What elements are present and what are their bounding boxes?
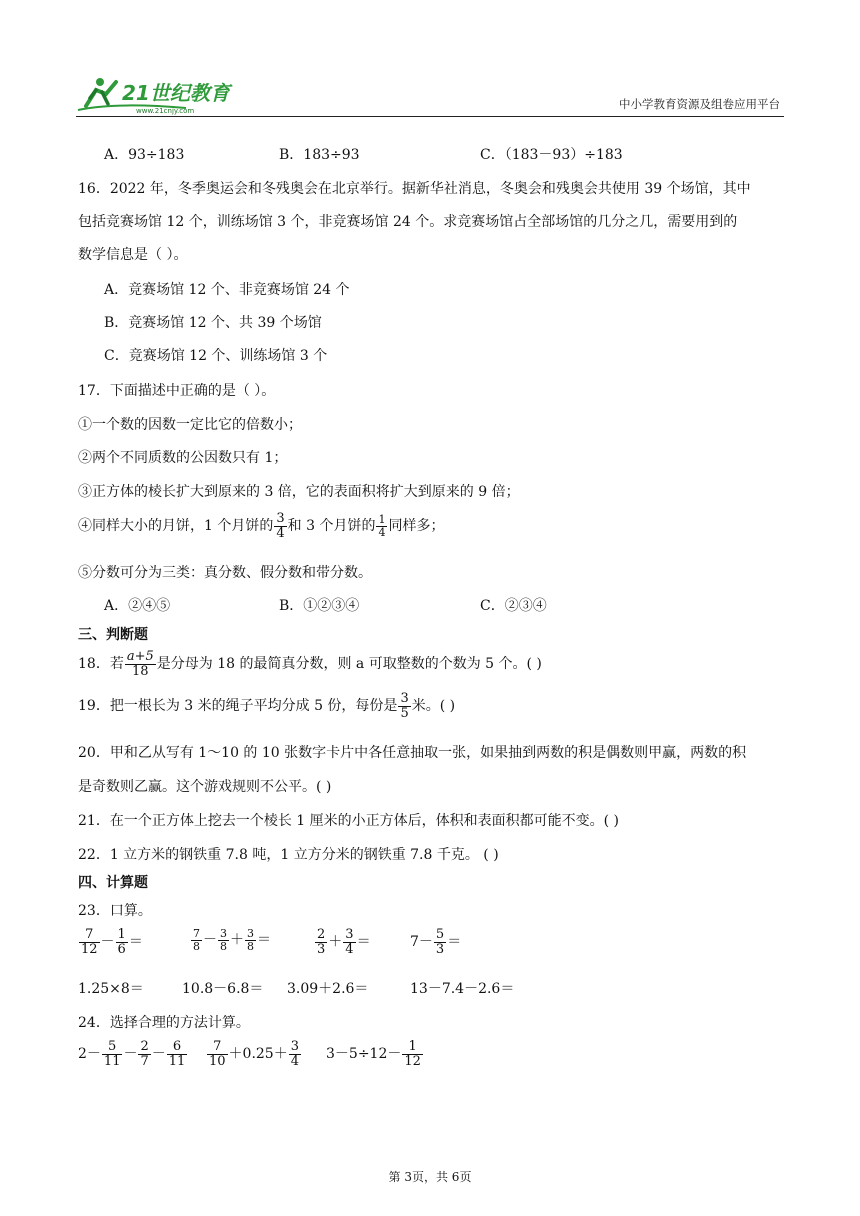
fraction: $\frac{1}{4}$ xyxy=(378,513,386,539)
section-title-calculation: 四、计算题 xyxy=(78,875,148,891)
fraction: $\frac{a+5}{18}$ xyxy=(126,649,154,679)
q24-stem: 24．选择合理的方法计算。 xyxy=(78,1015,250,1031)
q23-row2-expr-3: 3.09＋2.6＝ xyxy=(287,981,369,997)
q15-option-b: B．183÷93 xyxy=(279,147,360,163)
q16-line3: 数学信息是（ ）。 xyxy=(78,247,188,263)
q17-statement-1: ①一个数的因数一定比它的倍数小； xyxy=(78,417,302,433)
q23-row2-expr-4: 13－7.4－2.6＝ xyxy=(410,981,515,997)
q23-row2-expr-1: 1.25×8＝ xyxy=(78,981,144,997)
q23-expr-3: $\frac{2}{3}$ ＋ $\frac{3}{4}$ ＝ xyxy=(317,927,371,957)
q23-row2-expr-2: 10.8－6.8＝ xyxy=(182,981,264,997)
q17-statement-4: ④同样大小的月饼，1 个月饼的 $\frac{3}{4}$ 和 3 个月饼的 $\frac{1}{4}$ 同样多； xyxy=(78,511,445,541)
logo-21cnjy xyxy=(76,72,246,116)
q17-option-c: C．②③④ xyxy=(480,598,547,614)
q15-option-a: A．93÷183 xyxy=(104,147,185,163)
fraction: $\frac{3}{4}$ xyxy=(276,511,285,541)
q23-expr-1: $\frac{7}{12}$ － $\frac{1}{6}$ ＝ xyxy=(81,927,143,957)
platform-title: 中小学教育资源及组卷应用平台 xyxy=(619,97,780,111)
q23-expr-4: 7－ $\frac{5}{3}$ ＝ xyxy=(410,927,462,957)
svg-text:21世纪教育: 21世纪教育 xyxy=(122,81,230,105)
q17-statement-5: ⑤分数可分为三类：真分数、假分数和带分数。 xyxy=(78,565,372,581)
q17-option-a: A．②④⑤ xyxy=(104,598,171,614)
page-header xyxy=(76,68,784,117)
q17-statement-2: ②两个不同质数的公因数只有 1； xyxy=(78,450,288,466)
q24-expr-3: 3－5÷12－ $\frac{1}{12}$ xyxy=(326,1039,421,1069)
q17-stem: 17．下面描述中正确的是（ ）。 xyxy=(78,383,276,399)
q21: 21．在一个正方体上挖去一个棱长 1 厘米的小正方体后，体积和表面积都可能不变。( ) xyxy=(78,813,619,829)
q20-line1: 20．甲和乙从写有 1～10 的 10 张数字卡片中各任意抽取一张，如果抽到两数的积是偶数则甲赢，两数的积 xyxy=(78,745,747,761)
fraction: $\frac{3}{5}$ xyxy=(400,691,409,721)
svg-text:www.21cnjy.com: www.21cnjy.com xyxy=(136,107,195,115)
q19: 19．把一根长为 3 米的绳子平均分成 5 份，每份是 $\frac{3}{5}$ 米。( ) xyxy=(78,691,456,721)
page-number: 第 3页，共 6页 xyxy=(388,1170,472,1184)
q16-line1: 16．2022 年，冬季奥运会和冬残奥会在北京举行。据新华社消息，冬奥会和残奥会共使用 39 个场馆，其中 xyxy=(78,181,751,197)
q23-expr-2: $\frac{7}{8}$ － $\frac{3}{8}$ ＋ $\frac{3}{8}$ ＝ xyxy=(193,927,271,953)
q16-option-b: B．竞赛场馆 12 个、共 39 个场馆 xyxy=(104,315,322,331)
q22: 22．1 立方米的钢铁重 7.8 吨，1 立方分米的钢铁重 7.8 千克。 ( ) xyxy=(78,847,499,863)
q16-option-c: C．竞赛场馆 12 个、训练场馆 3 个 xyxy=(104,348,328,364)
q15-option-c: C．（183－93）÷183 xyxy=(480,147,623,163)
q17-statement-3: ③正方体的棱长扩大到原来的 3 倍，它的表面积将扩大到原来的 9 倍； xyxy=(78,484,520,500)
q20-line2: 是奇数则乙赢。这个游戏规则不公平。( ) xyxy=(78,779,332,795)
q24-expr-1: 2－ $\frac{5}{11}$ － $\frac{2}{7}$ － $\frac{6}{11}$ xyxy=(78,1039,186,1069)
q18: 18．若 $\frac{a+5}{18}$ 是分母为 18 的最简真分数，则 a 可取整数的个数为 5 个。( ) xyxy=(78,649,542,679)
q24-expr-2: $\frac{7}{10}$ ＋0.25＋ $\frac{3}{4}$ xyxy=(209,1039,299,1069)
q16-option-a: A．竞赛场馆 12 个、非竞赛场馆 24 个 xyxy=(104,282,350,298)
q17-option-b: B．①②③④ xyxy=(279,598,360,614)
section-title-judgement: 三、判断题 xyxy=(78,627,148,643)
q23-stem: 23．口算。 xyxy=(78,903,152,919)
q16-line2: 包括竞赛场馆 12 个，训练场馆 3 个，非竞赛场馆 24 个。求竞赛场馆占全部场馆的几分之几，需要用到的 xyxy=(78,214,738,230)
